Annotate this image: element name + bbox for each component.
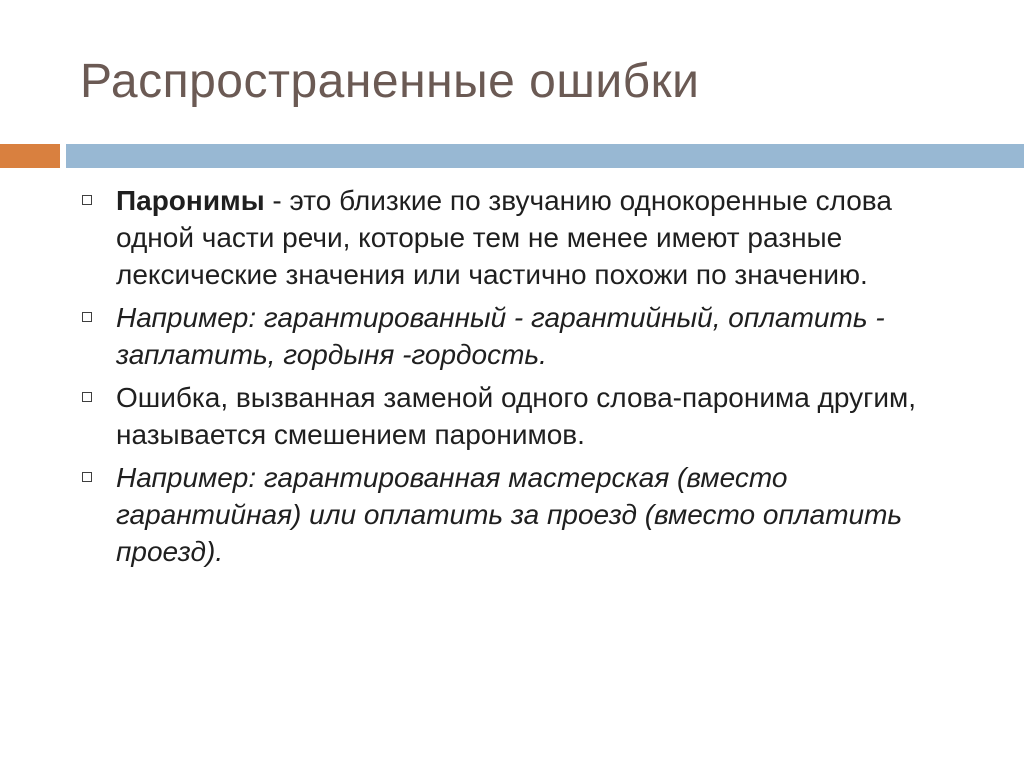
square-bullet-icon	[82, 312, 92, 322]
slide-title: Распространенные ошибки	[80, 55, 700, 108]
list-item	[80, 182, 970, 293]
list-item	[80, 299, 970, 373]
bullet-list	[80, 182, 970, 576]
title-rule-accent	[0, 144, 60, 168]
example-text: Например: гарантированный - гарантийный, оплатить - заплатить, гордыня -гордость.	[116, 302, 885, 370]
explanation-text: Ошибка, вызванная заменой одного слова-паронима другим, называется смешением паронимов.	[116, 382, 917, 450]
term-paronyms: Паронимы	[116, 185, 265, 216]
square-bullet-icon	[82, 472, 92, 482]
list-item	[80, 459, 970, 570]
square-bullet-icon	[82, 195, 92, 205]
square-bullet-icon	[82, 392, 92, 402]
title-rule	[66, 144, 1024, 168]
definition-text: - это близкие по звучанию однокоренные слова одной части речи, которые тем не менее имеют разные лексические значения или частично похожи по значению.	[116, 185, 892, 290]
list-item	[80, 379, 970, 453]
example-text: Например: гарантированная мастерская (вместо гарантийная) или оплатить за проезд (вместо оплатить проезд).	[116, 462, 903, 567]
